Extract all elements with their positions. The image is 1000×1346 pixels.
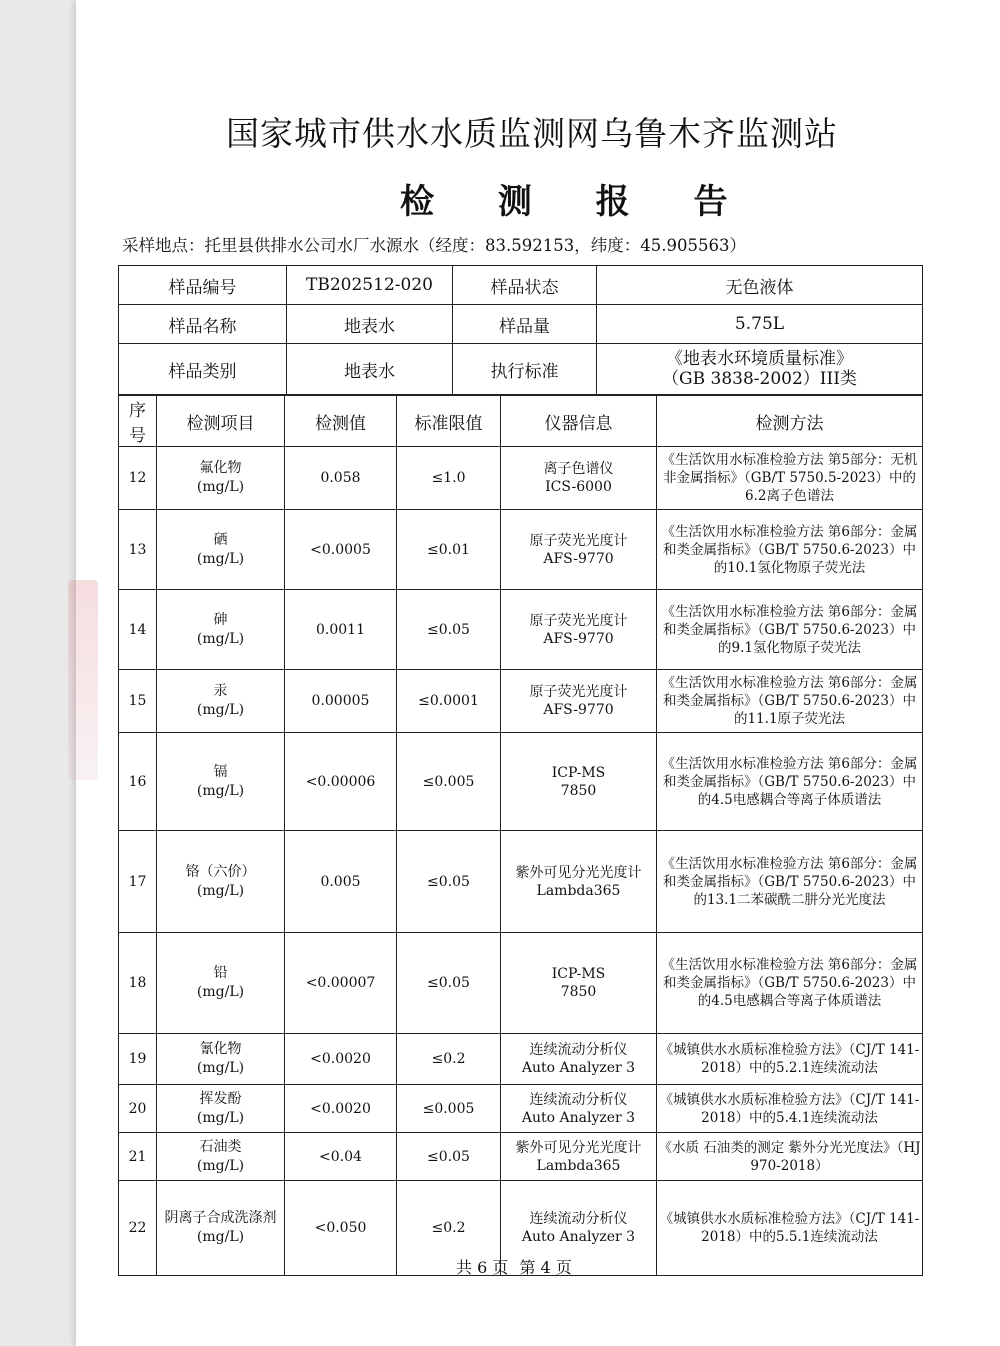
sample-category-label: 样品类别: [119, 344, 287, 395]
test-value: 0.058: [285, 447, 397, 510]
instrument-name: ICP-MS: [551, 966, 606, 982]
item-unit: (mg/L): [196, 1060, 245, 1076]
column-header: 仪器信息: [501, 396, 657, 447]
sample-name-value: 地表水: [287, 305, 453, 344]
table-row: [119, 670, 923, 733]
instrument-model: Auto Analyzer 3: [521, 1109, 636, 1126]
row-number: 18: [119, 933, 157, 1034]
instrument-name: 连续流动分析仪: [529, 1042, 628, 1058]
instrument-info: [501, 670, 657, 733]
instrument-name: 离子色谱仪: [543, 461, 614, 477]
test-item: [157, 670, 285, 733]
item-unit: (mg/L): [196, 630, 245, 647]
item-unit: (mg/L): [196, 1229, 245, 1245]
instrument-name: 原子荧光光度计: [529, 684, 628, 700]
column-header: 检测方法: [657, 396, 923, 447]
table-row: [119, 590, 923, 670]
standard-limit: ≤0.0001: [397, 670, 501, 733]
instrument-model: Auto Analyzer 3: [521, 1229, 636, 1245]
sample-quantity-value: 5.75L: [597, 305, 923, 344]
table-row: [119, 831, 923, 933]
item-name: 阴离子合成洗涤剂: [164, 1210, 277, 1226]
standard-limit: ≤0.2: [397, 1034, 501, 1085]
instrument-name: 紫外可见分光光度计: [515, 1139, 642, 1156]
standard-limit: ≤0.05: [397, 1133, 501, 1181]
standard-limit: ≤0.005: [397, 1085, 501, 1133]
standard-limit: ≤1.0: [397, 447, 501, 510]
instrument-model: AFS-9770: [543, 702, 614, 718]
table-row: [119, 933, 923, 1034]
item-name: 硒: [213, 531, 228, 548]
instrument-model: 7850: [560, 984, 597, 1000]
sample-number-value: TB202512-020: [287, 266, 453, 305]
instrument-info: [501, 933, 657, 1034]
test-method: 《生活饮用水标准检验方法 第6部分：金属和类金属指标》（GB/T 5750.6-2023）中的4.5电感耦合等离子体质谱法: [657, 733, 923, 831]
test-value: 0.00005: [285, 670, 397, 733]
test-item: [157, 733, 285, 831]
test-value: <0.00007: [285, 933, 397, 1034]
item-unit: (mg/L): [196, 1157, 245, 1174]
instrument-info: [501, 1085, 657, 1133]
test-item: [157, 510, 285, 590]
instrument-model: AFS-9770: [543, 550, 614, 567]
table-row: [119, 447, 923, 510]
item-name: 石油类: [199, 1138, 242, 1155]
standard-value: [597, 344, 923, 395]
instrument-name: 连续流动分析仪: [529, 1211, 628, 1227]
test-item: [157, 1085, 285, 1133]
sampling-location: 采样地点：托里县供排水公司水厂水源水（经度：83.592153，纬度：45.905563）: [122, 236, 746, 255]
item-unit: (mg/L): [196, 479, 245, 495]
column-header: 检测值: [285, 396, 397, 447]
instrument-info: [501, 447, 657, 510]
standard-limit: ≤0.05: [397, 933, 501, 1034]
column-header: 检测项目: [157, 396, 285, 447]
instrument-model: Lambda365: [536, 1157, 621, 1174]
item-name: 挥发酚: [199, 1090, 242, 1107]
instrument-info: [501, 510, 657, 590]
test-value: <0.0020: [285, 1085, 397, 1133]
row-number: 21: [119, 1133, 157, 1181]
test-item: [157, 447, 285, 510]
item-name: 铅: [213, 965, 228, 981]
organization-title: 国家城市供水水质监测网乌鲁木齐监测站: [226, 114, 838, 153]
row-number: 13: [119, 510, 157, 590]
instrument-info: [501, 733, 657, 831]
item-unit: (mg/L): [196, 984, 245, 1000]
row-number: 20: [119, 1085, 157, 1133]
instrument-name: 紫外可见分光光度计: [515, 864, 642, 881]
table-row: [119, 733, 923, 831]
standard-limit: ≤0.05: [397, 831, 501, 933]
test-method: 《生活饮用水标准检验方法 第5部分：无机非金属指标》（GB/T 5750.5-2023）中的6.2离子色谱法: [657, 447, 923, 510]
instrument-name: 连续流动分析仪: [529, 1091, 628, 1108]
table-row: [119, 510, 923, 590]
row-number: 22: [119, 1181, 157, 1276]
test-value: <0.00006: [285, 733, 397, 831]
test-method: 《生活饮用水标准检验方法 第6部分：金属和类金属指标》（GB/T 5750.6-2023）中的4.5电感耦合等离子体质谱法: [657, 933, 923, 1034]
item-name: 砷: [213, 611, 228, 628]
column-header: 标准限值: [397, 396, 501, 447]
row-number: 15: [119, 670, 157, 733]
test-method: 《城镇供水水质标准检验方法》（CJ/T 141-2018）中的5.5.1连续流动法: [657, 1181, 923, 1276]
test-item: [157, 1133, 285, 1181]
table-row: [119, 1034, 923, 1085]
test-item: [157, 831, 285, 933]
instrument-info: [501, 590, 657, 670]
standard-limit: ≤0.05: [397, 590, 501, 670]
test-value: <0.0020: [285, 1034, 397, 1085]
test-value: 0.0011: [285, 590, 397, 670]
standard-line-1: 《地表水环境质量标准》: [666, 349, 853, 369]
instrument-model: AFS-9770: [543, 630, 614, 647]
row-number: 19: [119, 1034, 157, 1085]
test-method: 《生活饮用水标准检验方法 第6部分：金属和类金属指标》（GB/T 5750.6-2023）中的9.1氢化物原子荧光法: [657, 590, 923, 670]
instrument-name: ICP-MS: [551, 764, 606, 781]
row-number: 16: [119, 733, 157, 831]
standard-line-2: （GB 3838-2002）III类: [662, 369, 857, 389]
sample-name-label: 样品名称: [119, 305, 287, 344]
sample-state-value: 无色液体: [597, 266, 923, 305]
test-value: <0.050: [285, 1181, 397, 1276]
instrument-info: [501, 831, 657, 933]
item-unit: (mg/L): [196, 550, 245, 567]
table-row: [119, 1133, 923, 1181]
instrument-info: [501, 1133, 657, 1181]
sample-number-label: 样品编号: [119, 266, 287, 305]
standard-limit: ≤0.2: [397, 1181, 501, 1276]
test-item: [157, 1181, 285, 1276]
sample-category-value: 地表水: [287, 344, 453, 395]
test-item: [157, 590, 285, 670]
test-method: 《城镇供水水质标准检验方法》（CJ/T 141-2018）中的5.4.1连续流动法: [657, 1085, 923, 1133]
item-name: 镉: [213, 763, 228, 780]
row-number: 17: [119, 831, 157, 933]
instrument-name: 原子荧光光度计: [529, 612, 628, 629]
sample-info-table: [118, 265, 923, 395]
seal-stamp-fragment: [68, 580, 98, 780]
item-unit: (mg/L): [196, 1109, 245, 1126]
instrument-info: [501, 1034, 657, 1085]
item-name: 汞: [213, 683, 228, 699]
test-method: 《生活饮用水标准检验方法 第6部分：金属和类金属指标》（GB/T 5750.6-2023）中的11.1原子荧光法: [657, 670, 923, 733]
report-title: 检 测 报 告: [400, 182, 754, 222]
table-header-row: [119, 396, 923, 447]
item-unit: (mg/L): [196, 702, 245, 718]
test-method: 《城镇供水水质标准检验方法》（CJ/T 141-2018）中的5.2.1连续流动法: [657, 1034, 923, 1085]
instrument-model: Lambda365: [536, 882, 621, 899]
standard-limit: ≤0.01: [397, 510, 501, 590]
table-row: [119, 1085, 923, 1133]
row-number: 14: [119, 590, 157, 670]
test-method: 《水质 石油类的测定 紫外分光光度法》（HJ 970-2018）: [657, 1133, 923, 1181]
column-header: 序号: [119, 396, 157, 447]
item-unit: (mg/L): [196, 782, 245, 799]
test-item: [157, 933, 285, 1034]
test-method: 《生活饮用水标准检验方法 第6部分：金属和类金属指标》（GB/T 5750.6-2023）中的10.1氢化物原子荧光法: [657, 510, 923, 590]
test-item: [157, 1034, 285, 1085]
test-value: 0.005: [285, 831, 397, 933]
standard-label: 执行标准: [453, 344, 597, 395]
results-table: [118, 395, 923, 1276]
item-unit: (mg/L): [196, 882, 245, 899]
instrument-model: ICS-6000: [545, 479, 612, 495]
instrument-model: Auto Analyzer 3: [521, 1060, 636, 1076]
instrument-name: 原子荧光光度计: [529, 532, 628, 549]
page-indicator: [456, 1255, 596, 1278]
test-method: 《生活饮用水标准检验方法 第6部分：金属和类金属指标》（GB/T 5750.6-2023）中的13.1二苯碳酰二肼分光光度法: [657, 831, 923, 933]
page-current: 第 4 页: [519, 1258, 572, 1277]
item-name: 铬（六价）: [185, 863, 256, 880]
item-name: 氟化物: [199, 460, 242, 476]
sample-quantity-label: 样品量: [453, 305, 597, 344]
test-value: <0.0005: [285, 510, 397, 590]
item-name: 氰化物: [199, 1041, 242, 1057]
standard-limit: ≤0.005: [397, 733, 501, 831]
test-value: <0.04: [285, 1133, 397, 1181]
sample-state-label: 样品状态: [453, 266, 597, 305]
row-number: 12: [119, 447, 157, 510]
instrument-model: 7850: [560, 782, 597, 799]
page-total: 共 6 页: [456, 1258, 509, 1277]
